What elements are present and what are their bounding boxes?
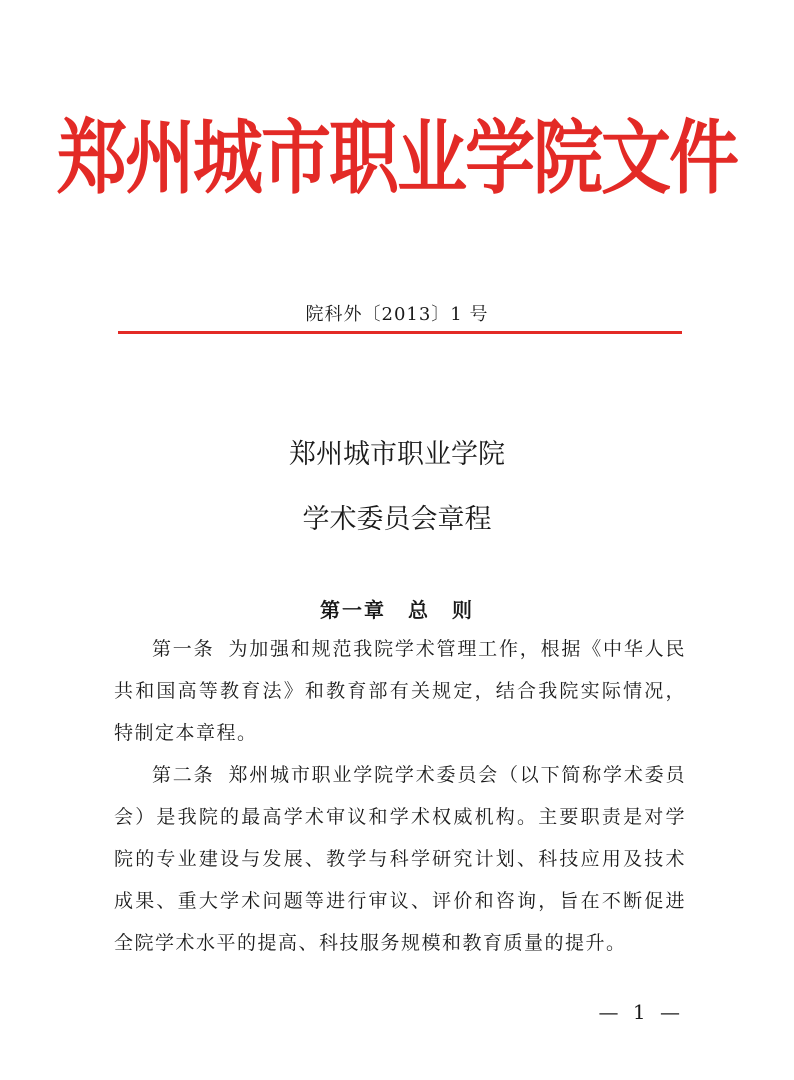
document-body <box>114 628 686 964</box>
red-divider <box>118 331 682 334</box>
article-label: 第一条 <box>152 638 215 660</box>
article-paragraph <box>114 628 686 754</box>
document-number: 院科外〔2013〕1 号 <box>305 304 489 325</box>
article-paragraph <box>114 754 686 964</box>
article-text: 为加强和规范我院学术管理工作，根据《中华人民共和国高等教育法》和教育部有关规定，结合我院实际情况，特制定本章程。 <box>114 638 686 744</box>
document-masthead: 郑州城市职业学院文件 <box>57 111 737 206</box>
document-title-line1: 郑州城市职业学院 <box>289 439 505 470</box>
page-number: — 1 — <box>598 1000 684 1024</box>
article-text: 郑州城市职业学院学术委员会（以下简称学术委员会）是我院的最高学术审议和学术权威机构。主要职责是对学院的专业建设与发展、教学与科学研究计划、科技应用及技术成果、重大学术问题等进行审议、评价和咨询，旨在不断促进全院学术水平的提高、科技服务规模和教育质量的提升。 <box>114 764 686 954</box>
article-label: 第二条 <box>152 764 215 786</box>
chapter-heading: 第一章 总 则 <box>320 598 474 622</box>
document-title-line2: 学术委员会章程 <box>302 504 492 535</box>
